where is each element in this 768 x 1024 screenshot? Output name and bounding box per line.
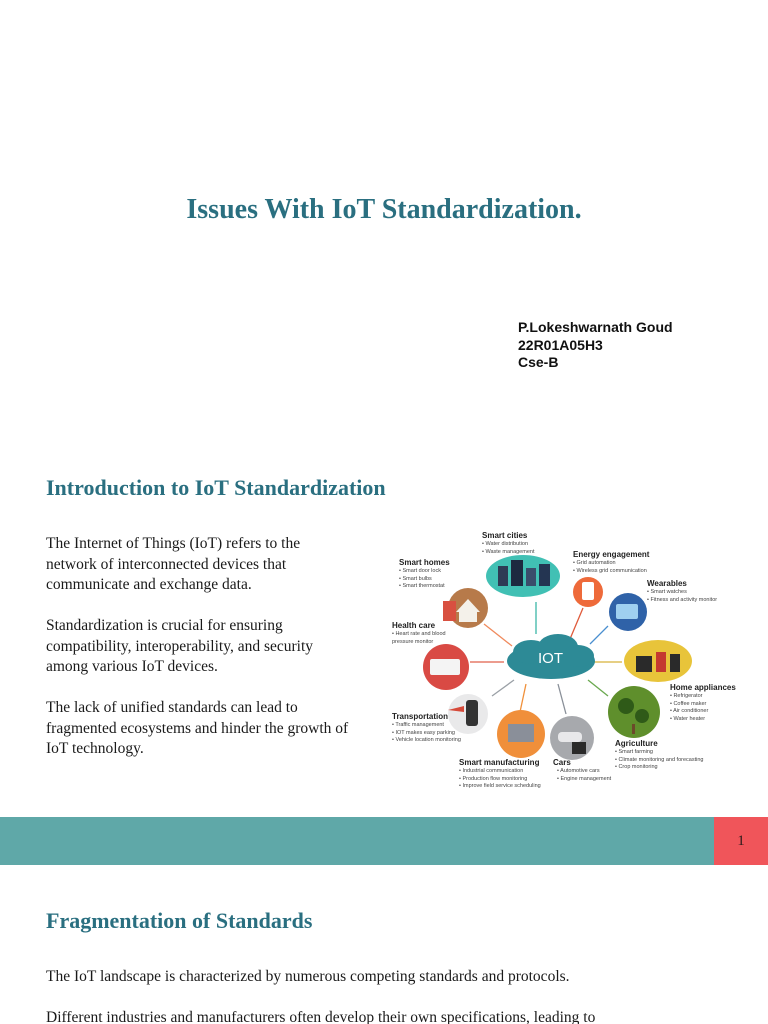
- items-health-care: • Heart rate and blood pressure monitor: [392, 631, 446, 645]
- label-health-care: Health care: [392, 621, 436, 630]
- label-energy: Energy engagement: [573, 550, 650, 559]
- items-agriculture: • Smart farming • Climate monitoring and forecasting • Crop monitoring: [615, 749, 704, 770]
- label-agriculture: Agriculture: [615, 739, 658, 748]
- fragmentation-heading: Fragmentation of Standards: [46, 908, 313, 933]
- label-smart-cities: Smart cities: [482, 531, 528, 540]
- arrow-manufacturing: [520, 684, 526, 712]
- arrow-agriculture: [588, 680, 608, 696]
- items-home-appliances: • Refrigerator • Coffee maker • Air conditioner • Water heater: [670, 693, 709, 722]
- intro-paragraph-1: The Internet of Things (IoT) refers to the network of interconnected devices that communicate and exchange data.: [46, 535, 301, 593]
- node-health-care-icon: [423, 644, 469, 690]
- node-energy-icon: [573, 577, 603, 607]
- node-manufacturing-icon: [497, 710, 545, 758]
- node-agriculture-icon: [608, 686, 660, 738]
- node-wearables-icon: [609, 593, 647, 631]
- fragmentation-paragraph-1: The IoT landscape is characterized by numerous competing standards and protocols.: [46, 968, 570, 985]
- author-name: P.Lokeshwarnath Goud: [518, 319, 673, 335]
- items-smart-manufacturing: • Industrial communication • Production flow monitoring • Improve field service scheduling: [459, 768, 541, 789]
- intro-heading: Introduction to IoT Standardization: [46, 475, 386, 500]
- items-transportation: • Traffic management • IOT makes easy parking • Vehicle location monitoring: [392, 722, 461, 743]
- arrow-homes: [484, 624, 512, 646]
- node-cars-icon: [550, 716, 594, 760]
- items-smart-homes: • Smart door lock • Smart bulbs • Smart thermostat: [399, 568, 445, 589]
- items-smart-cities: • Water distribution • Waste management: [482, 541, 535, 555]
- node-smart-homes-icon: [443, 588, 488, 628]
- fragmentation-paragraph-2: Different industries and manufacturers often develop their own specifications, leading to: [46, 1009, 596, 1024]
- arrow-wearables: [590, 626, 608, 644]
- label-cars: Cars: [553, 758, 571, 767]
- author-section: Cse-B: [518, 354, 559, 370]
- arrow-energy: [570, 608, 583, 639]
- iot-diagram: [386, 524, 736, 796]
- label-smart-manufacturing: Smart manufacturing: [459, 758, 540, 767]
- author-id: 22R01A05H3: [518, 336, 603, 353]
- page-number: 1: [714, 817, 768, 865]
- intro-paragraph-2: Standardization is crucial for ensuring compatibility, interoperability, and security among various IoT devices.: [46, 617, 314, 675]
- node-home-appliances-icon: [624, 640, 692, 682]
- arrow-cars: [558, 684, 566, 714]
- items-cars: • Automotive cars • Engine management: [557, 768, 612, 782]
- footer-band: [0, 817, 714, 865]
- items-energy: • Grid automation • Wireless grid communication: [573, 560, 647, 574]
- iot-center-label: IOT: [538, 650, 563, 667]
- intro-paragraph-3: The lack of unified standards can lead to fragmented ecosystems and hinder the growth of IoT technology.: [46, 699, 349, 757]
- author-block: [518, 319, 673, 372]
- label-wearables: Wearables: [647, 579, 687, 588]
- slide-title: Issues With IoT Standardization.: [186, 194, 582, 225]
- label-home-appliances: Home appliances: [670, 683, 736, 692]
- label-smart-homes: Smart homes: [399, 558, 450, 567]
- items-wearables: • Smart watches • Fitness and activity monitor: [647, 589, 718, 603]
- node-smart-cities-icon: [486, 555, 560, 597]
- label-transportation: Transportation: [392, 712, 449, 721]
- arrow-transport: [492, 680, 514, 696]
